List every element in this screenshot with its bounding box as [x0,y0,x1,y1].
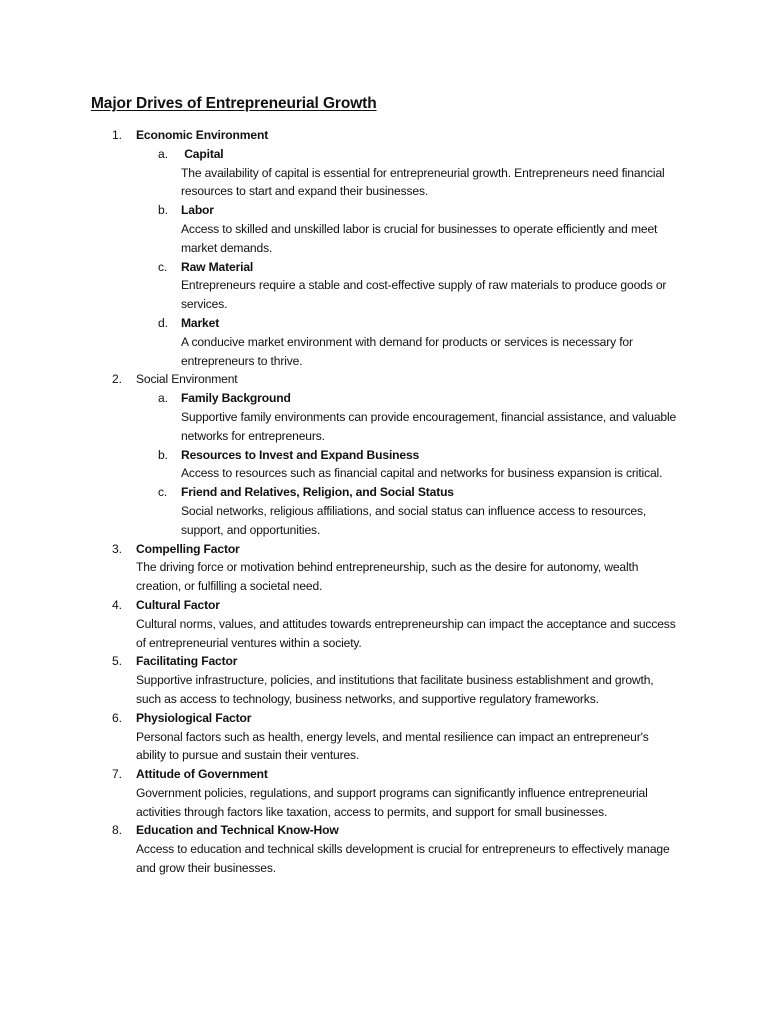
sub-item [136,483,768,539]
item-number: 2. [112,372,122,387]
list-item [0,596,768,652]
sub-item-heading: Capital [181,146,224,161]
item-heading: Economic Environment [136,128,269,142]
sub-item-letter: b. [158,447,168,462]
drivers-list [0,126,768,878]
item-heading: Physiological Factor [136,710,252,725]
item-number: 7. [112,767,122,782]
list-item [0,821,768,877]
item-number: 8. [112,823,122,838]
sub-item-letter: c. [158,259,168,274]
item-heading: Attitude of Government [136,767,268,782]
sub-item-description: Social networks, religious affiliations, and social status can influence access to resources, support, and opportunities. [181,503,647,537]
sub-item-letter: a. [158,146,168,161]
document-title: Major Drives of Entrepreneurial Growth [91,95,377,112]
sub-item-letter: c. [158,485,168,500]
sub-item [136,258,768,314]
item-heading: Facilitating Factor [136,654,238,669]
item-heading: Compelling Factor [136,541,240,556]
sub-item-description: A conducive market environment with demand for products or services is necessary for entrepreneurs to thrive. [181,334,633,368]
sub-item-heading: Friend and Relatives, Religion, and Social Status [181,485,454,500]
sub-item-letter: a. [158,391,168,406]
item-description: Cultural norms, values, and attitudes towards entrepreneurship can impact the acceptance and success of entrepreneurial ventures within a society. [136,616,676,650]
list-item [0,540,768,596]
item-heading: Social Environment [136,372,238,387]
list-item [0,370,768,539]
sub-item-heading: Raw Material [181,259,254,274]
item-heading: Cultural Factor [136,597,220,612]
item-number: 1. [112,128,122,142]
list-item [0,709,768,765]
list-item [0,652,768,708]
sub-item [136,314,768,370]
sub-item-description: Entrepreneurs require a stable and cost-effective supply of raw materials to produce goods or services. [181,278,667,312]
item-description: The driving force or motivation behind entrepreneurship, such as the desire for autonomy, wealth creation, or fulfilling a societal need. [136,560,639,594]
item-number: 6. [112,710,122,725]
sub-item [136,201,768,257]
item-number: 3. [112,541,122,556]
sub-item-heading: Family Background [181,391,291,406]
item-description: Personal factors such as health, energy levels, and mental resilience can impact an entrepreneur's ability to pursue and sustain their ventures. [136,729,649,763]
sub-item-letter: b. [158,203,168,218]
item-description: Supportive infrastructure, policies, and institutions that facilitate business establishment and growth, such as access to technology, business networks, and supportive regulatory frameworks. [136,673,654,706]
list-item [0,126,768,370]
sub-item-heading: Resources to Invest and Expand Business [181,447,420,462]
item-number: 5. [112,654,122,669]
sub-item-description: Access to resources such as financial capital and networks for business expansion is critical. [181,466,663,481]
sub-item-description: The availability of capital is essential for entrepreneurial growth. Entrepreneurs need financial resources to start and expand their businesses. [181,165,665,199]
item-number: 4. [112,597,122,612]
sub-item [136,446,768,484]
sub-item-letter: d. [158,315,168,330]
sub-item-description: Supportive family environments can provide encouragement, financial assistance, and valuable networks for entrepreneurs. [181,409,677,443]
sub-item [136,145,768,201]
sub-item [136,389,768,445]
sub-item-heading: Labor [181,203,214,218]
sub-item-description: Access to skilled and unskilled labor is crucial for businesses to operate efficiently and meet market demands. [181,221,658,255]
item-heading: Education and Technical Know-How [136,823,339,838]
list-item [0,765,768,821]
item-description: Government policies, regulations, and support programs can significantly influence entrepreneurial activities through factors like taxation, access to permits, and support for small businesses. [136,785,648,819]
item-description: Access to education and technical skills development is crucial for entrepreneurs to effectively manage and grow their businesses. [136,842,670,876]
sub-item-heading: Market [181,315,220,330]
